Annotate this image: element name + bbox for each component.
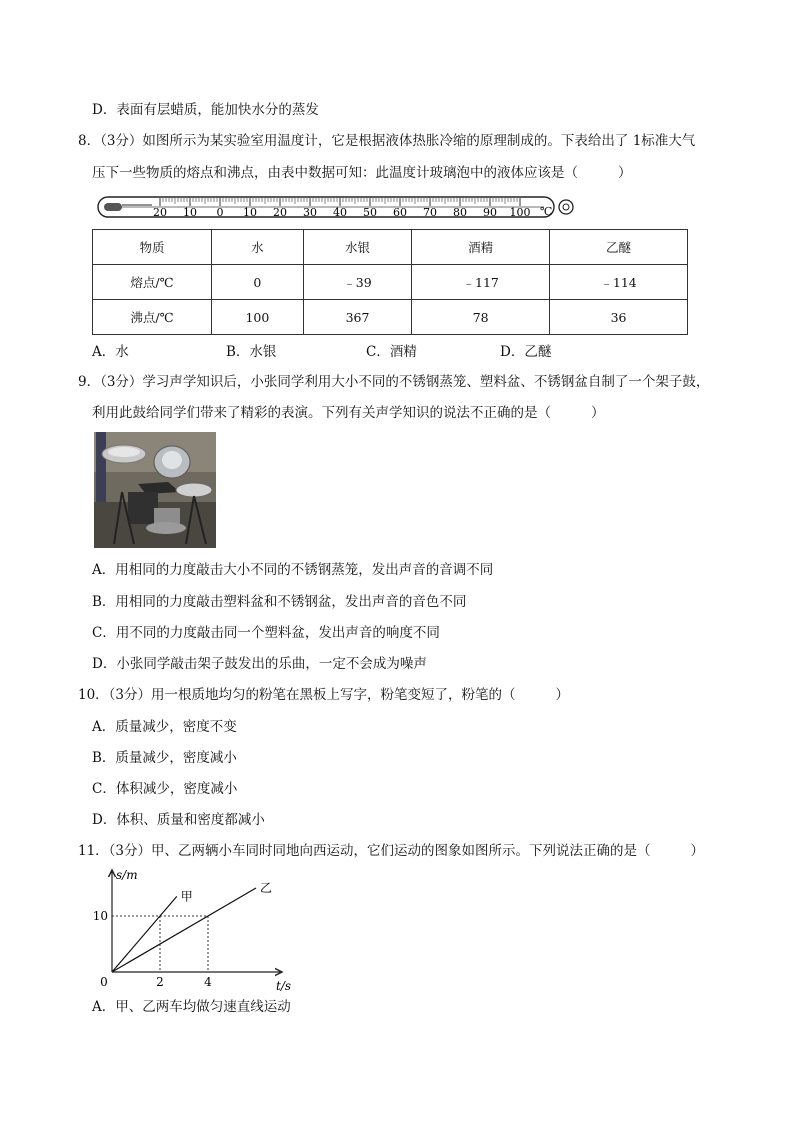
x-tick-label: 2 bbox=[156, 975, 164, 989]
thermometer-figure bbox=[92, 193, 582, 223]
plastic-basin-drum bbox=[176, 483, 212, 497]
thermometer-scale-label: 80 bbox=[453, 206, 467, 219]
thermometer-scale-label: 60 bbox=[393, 206, 407, 219]
table-cell: 水 bbox=[212, 230, 304, 265]
table-cell: 乙醚 bbox=[550, 230, 688, 265]
series-label: 甲 bbox=[180, 889, 193, 904]
q10-option-b: B．质量减少，密度减小 bbox=[92, 750, 237, 766]
thermometer-scale-label: 40 bbox=[333, 206, 347, 219]
x-tick-label: 4 bbox=[204, 975, 212, 989]
table-cell: ﹣39 bbox=[303, 265, 412, 300]
table-cell: 100 bbox=[212, 300, 304, 335]
melting-boiling-table bbox=[92, 229, 688, 335]
q8-option-c: C．酒精 bbox=[366, 344, 417, 360]
q8-option-a: A．水 bbox=[92, 344, 129, 360]
q10-option-c: C．体积减少，密度减小 bbox=[92, 781, 238, 797]
table-row bbox=[93, 300, 688, 335]
q8-option-d: D．乙醚 bbox=[500, 344, 552, 360]
table-cell: 36 bbox=[550, 300, 688, 335]
series-label: 乙 bbox=[260, 881, 273, 895]
thermometer-scale-label: 100 bbox=[509, 206, 531, 219]
thermometer-bulb bbox=[104, 203, 122, 211]
table-cell: 酒精 bbox=[412, 230, 550, 265]
q9-option-d: D．小张同学敲击架子鼓发出的乐曲，一定不会成为噪声 bbox=[92, 656, 427, 672]
thermometer-scale-label: 20 bbox=[273, 206, 287, 219]
thermometer-scale-label: 0 bbox=[216, 206, 224, 219]
thermometer-scale-label: 10 bbox=[183, 206, 197, 219]
table-cell: ﹣114 bbox=[550, 265, 688, 300]
q8-stem-line1: 8．（3分）如图所示为某实验室用温度计，它是根据液体热胀冷缩的原理制成的。下表给出了 1标准大气 bbox=[78, 133, 696, 149]
q7-option-d: D．表面有层蜡质，能加快水分的蒸发 bbox=[92, 102, 319, 118]
table-cell: 78 bbox=[412, 300, 550, 335]
q9-option-c: C．用不同的力度敲击同一个塑料盆，发出声音的响度不同 bbox=[92, 625, 440, 641]
drum-kit-photo bbox=[94, 432, 216, 548]
thermometer-scale-label: 70 bbox=[423, 206, 437, 219]
q8-option-b: B．水银 bbox=[226, 344, 277, 360]
x-axis-label: t/s bbox=[276, 979, 292, 993]
y-axis-label: s/m bbox=[116, 868, 138, 882]
q9-stem-line2: 利用此鼓给同学们带来了精彩的表演。下列有关声学知识的说法不正确的是（ ） bbox=[92, 405, 605, 421]
q9-option-b: B．用相同的力度敲击塑料盆和不锈钢盆，发出声音的音色不同 bbox=[92, 594, 467, 610]
y-tick-label: 10 bbox=[92, 909, 108, 923]
table-cell: ﹣117 bbox=[412, 265, 550, 300]
q10-option-d: D．体积、质量和密度都减小 bbox=[92, 812, 265, 828]
thermometer-scale-label: 10 bbox=[243, 206, 257, 219]
table-header-row bbox=[93, 230, 688, 265]
table-cell: 沸点/℃ bbox=[93, 300, 212, 335]
q11-option-a: A．甲、乙两车均做匀速直线运动 bbox=[92, 999, 291, 1015]
origin-label: 0 bbox=[100, 975, 108, 989]
thermometer-scale-label: 50 bbox=[363, 206, 377, 219]
q10-option-a: A．质量减少，密度不变 bbox=[92, 719, 237, 735]
q8-stem-line2: 压下一些物质的熔点和沸点，由表中数据可知：此温度计玻璃泡中的液体应该是（ ） bbox=[92, 165, 632, 181]
table-cell: 367 bbox=[303, 300, 412, 335]
table-cell: 物质 bbox=[93, 230, 212, 265]
table-cell: 水银 bbox=[303, 230, 412, 265]
thermometer-scale-label: 20 bbox=[153, 206, 167, 219]
table-row bbox=[93, 265, 688, 300]
series-line-甲 bbox=[112, 896, 177, 972]
table-cell: 熔点/℃ bbox=[93, 265, 212, 300]
q10-stem: 10．（3分）用一根质地均匀的粉笔在黑板上写字，粉笔变短了，粉笔的（ ） bbox=[78, 687, 570, 703]
q9-stem-line1: 9．（3分）学习声学知识后，小张同学利用大小不同的不锈钢蒸笼、塑料盆、不锈钢盆自制了一个架子鼓， bbox=[78, 374, 710, 390]
distance-time-graph bbox=[86, 866, 306, 996]
q9-option-a: A．用相同的力度敲击大小不同的不锈钢蒸笼，发出声音的音调不同 bbox=[92, 562, 494, 578]
thermometer-scale-label: 30 bbox=[303, 206, 317, 219]
table-cell: 0 bbox=[212, 265, 304, 300]
q11-stem: 11．（3分）甲、乙两辆小车同时同地向西运动，它们运动的图象如图所示。下列说法正确的是（ ） bbox=[78, 843, 705, 859]
thermometer-scale-label: 90 bbox=[483, 206, 497, 219]
thermometer-unit: ℃ bbox=[540, 205, 553, 218]
